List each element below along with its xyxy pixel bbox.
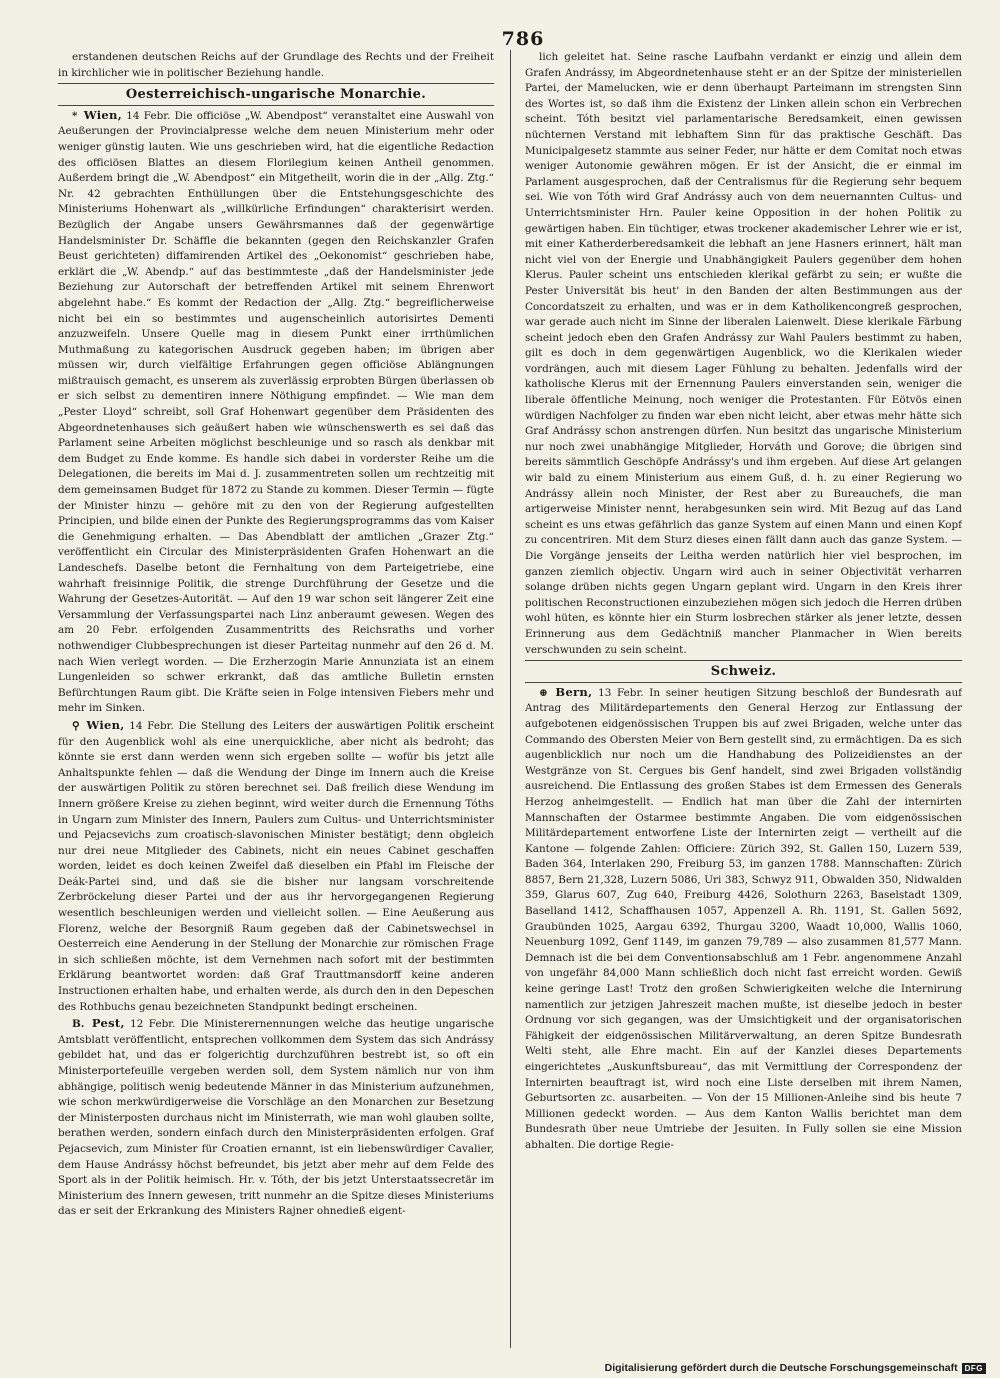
- article-pest-continuation: lich geleitet hat. Seine rasche Laufbahn verdankt er einzig und allein dem Grafen Andrássy, im Abgeordnetenhause steht er an der Spitze der ministeriellen Partei, der Mamelucken, wie er denn überhaupt Parteimann im strengsten Sinn des Wortes ist, so daß ihm die Existenz der Linken allein schon ein Verbrechen scheint. Tóth besitzt viel parlamentarische Beredsamkeit, einen gewissen nüchternen Verstand mit lebhaftem Sinn für das praktische Geschäft. Das Municipalgesetz stammte aus seiner Feder, nur hätte er dem Comitat noch etwas weniger Autonomie gewähren mögen. Er ist der Ansicht, die er einmal im Parlament ausgesprochen, daß der Centralismus für die Regierung sehr bequem sei. Wie von Tóth wird Graf Andrássy auch von dem neuernannten Cultus- und Unterrichtsminister Hrn. Pauler keine Opposition in der hohen Politik zu gewärtigen haben. Ein tüchtiger, etwas trockener akademischer Lehrer wie er ist, mit einer Katherderberedsamkeit die lebhaft an jene Hasners erinnert, hält man nicht viel von der Energie und Unabhängigkeit Paulers gegenüber dem hohen Klerus. Pauler scheint uns entschieden klerikal gefärbt zu sein; er wußte die Pester Universität bis heut' in den Banden der alten Bestimmungen aus der Concordatszeit zu erhalten, und was er in dem Katholikencongreß gesprochen, war gerade auch nicht im Sinne der liberalen Laienwelt. Diese klerikale Färbung scheint jedoch eben den Grafen Andrássy zur Wahl Paulers bestimmt zu haben, gilt es doch in dem gegenwärtigen Augenblick, wo die Klerikalen wieder vordrängen, auch mit diesem Lager Fühlung zu behalten. Jedenfalls wird der katholische Klerus mit der Ernennung Paulers einverstanden sein, weniger die liberale öffentliche Meinung, noch weniger die Protestanten. Für Eötvös einen würdigen Nachfolger zu finden war eben nicht leicht, aber etwas mehr hätte sich Graf Andrássy schon anstrengen dürfen. Nun besitzt das ungarische Ministerium nur noch zwei unabhängige Mitglieder, Horváth und Gorove; die übrigen sind bereits sämmtlich Geschöpfe Andrássy's und ihm ergeben. Auf diese Art gelangen wir bald zu einem Ministerium aus einem Guß, d. h. zu einer Regierung wo Andrássy allein noch Minister, der Rest aber zu Bureauchefs, die man artigerweise Minister nennt, herabgesunken sein wird. Mit Bezug auf das Land scheint es uns etwas gefährlich das ganze System auf einen Mann und einen Kopf zu concentriren. Mit dem Sturz dieses einen fällt dann auch das ganze System. — Die Vorgänge jenseits der Leitha werden natürlich hier viel besprochen, im ganzen ziemlich objectiv. Ungarn wird auch in seiner Objectivität verharren solange drüben nichts gegen Ungarn geplant wird. Ungarn in den Kreis ihrer politischen Reconstructionen einzubeziehen mögen sich jedoch die Herren drüben wohl hüten, es könnte hier ein Sturm losbrechen stärker als jener letzte, dessen Erinnerung aus dem Gedächtniß mancher Planmacher in Wien bereits verschwunden zu sein scheint.: [525, 51, 962, 656]
- correspondent-sign: ⊕: [539, 686, 548, 699]
- section-divider: [58, 105, 494, 106]
- correspondent-sign: B.: [72, 1018, 85, 1031]
- intro-continuation: erstandenen deutschen Reichs auf der Grundlage des Rechts und der Freiheit in kirchlicher wie in politischer Beziehung handle.: [58, 51, 494, 79]
- article-wien-2: [58, 718, 494, 1015]
- correspondent-sign: *: [72, 109, 78, 122]
- article-dateline: Bern,: [555, 684, 593, 699]
- article-date: 14 Febr.: [129, 719, 174, 732]
- correspondent-sign: ⚲: [72, 719, 80, 732]
- section-divider: [58, 83, 494, 84]
- article-bern: [525, 685, 962, 1154]
- dfg-logo: DFG: [962, 1363, 986, 1374]
- section-heading-austria-hungary: Oesterreichisch-ungarische Monarchie.: [125, 87, 427, 103]
- article-date: 14 Febr.: [126, 109, 171, 122]
- section-heading-switzerland: Schweiz.: [710, 664, 777, 680]
- article-dateline: Wien,: [86, 717, 125, 732]
- footer-credit-text: Digitalisierung gefördert durch die Deutsche Forschungsgemeinschaft: [604, 1362, 958, 1374]
- article-date: 12 Febr.: [130, 1018, 176, 1031]
- digitization-footer: [605, 1362, 986, 1374]
- article-text: Die Ministerernennungen welche das heutige ungarische Amtsblatt veröffentlicht, entsprechen vollkommen dem System das sich Andrássy gebildet hat, und das er folgerichtig durchzuführen bestrebt ist, so oft ein Ministerportefeuille vergeben werden soll, dem System nämlich nur von ihm abhängige, politisch wenig bedeutende Männer in das Ministerium aufzunehmen, wie schon merkwürdigerweise die Vorschläge an den Monarchen zur Besetzung der Ministerposten durchaus nicht im Ministerrath, wie man wohl glauben sollte, berathen werden, sondern einfach durch den Ministerpräsidenten erfolgen. Graf Pejacsevich, zum Minister für Croatien ernannt, ist ein liebenswürdiger Cavalier, dem Hause Andrássy höchst befreundet, bis jetzt aber mehr auf dem Felde des Sport als in der Politik heimisch. Hr. v. Tóth, der bis jetzt Unterstaatssecretär im Ministerium des Innern gewesen, tritt nunmehr an die Spitze dieses Ministeriums das er seit der Erkrankung des Ministers Rajner ohnedieß eigent-: [58, 1018, 494, 1218]
- article-wien-1: [58, 108, 494, 717]
- article-text: In seiner heutigen Sitzung beschloß der Bundesrath auf Antrag des Militärdepartements den General Herzog zur Entlassung der aufgebotenen eidgenössischen Truppen bis auf zwei Brigaden, welche unter das Commando des Obersten Meier von Bern gestellt sind, zu ermächtigen. Da es sich augenblicklich nur noch um die Handhabung des Polizeidienstes an der Westgränze von St. Cergues bis Genf handelt, sind zwei Brigaden vollständig ausreichend. Die Entlassung des großen Stabes ist dem Ermessen des Generals Herzog anheimgestellt. — Endlich hat man über die Zahl der internirten Mannschaften der Ostarmee bestimmte Angaben. Die vom eidgenössischen Militärdepartement entworfene Liste der Internirten zeigt — vertheilt auf die Kantone — folgende Zahlen: Officiere: Zürich 392, St. Gallen 150, Luzern 539, Baden 364, Interlaken 290, Freiburg 53, im ganzen 1788. Mannschaften: Zürich 8857, Bern 21,328, Luzern 5086, Uri 383, Schwyz 911, Obwalden 350, Nidwalden 359, Glarus 607, Zug 640, Freiburg 4426, Solothurn 2263, Baselstadt 1309, Baselland 1412, Schaffhausen 1057, Appenzell A. Rh. 1191, St. Gallen 5692, Graubünden 1025, Aargau 6392, Thurgau 3200, Waadt 10,000, Wallis 1060, Neuenburg 1092, Genf 1149, im ganzen 79,789 — also zusammen 81,577 Mann. Demnach ist die bei dem Conventionsabschluß am 1 Febr. angenommene Anzahl von ungefähr 84,000 Mann schließlich doch nicht fast erreicht worden. Gewiß keine geringe Last! Trotz den großen Schwierigkeiten welche die Internirung namentlich zur jetzigen Jahreszeit machen mußte, ist dieselbe jedoch in bester Ordnung vor sich gegangen, was der Umsichtigkeit und der organisatorischen Fähigkeit der eidgenössischen Militärverwaltung, an deren Spitze Bundesrath Welti steht, alle Ehre macht. Ein auf der Kanzlei dieses Departements eingerichtetes „Auskunftsbureau“, das mit Vermittlung der Correspondenz der Internirten beauftragt ist, wird noch eine Liste derselben mit ihrem Namen, Geburtsorten zc. ausarbeiten. — Von der 15 Millionen-Anleihe sind bis heute 7 Millionen gedeckt worden. — Aus dem Kanton Wallis berichtet man dem Bundesrath über neue Umtriebe der Jesuiten. In Fully sollen sie eine Mission abhalten. Die dortige Regie-: [525, 686, 962, 1151]
- right-column: [525, 50, 962, 1348]
- left-column: [58, 50, 494, 1348]
- column-divider: [510, 50, 511, 1348]
- page-number: 786: [501, 28, 545, 50]
- article-date: 13 Febr.: [598, 686, 644, 699]
- article-text: Die officiöse „W. Abendpost“ veranstaltet eine Auswahl von Aeußerungen der Provincialpresse welche dem neuen Ministerium mehr oder weniger günstig lauten. Wie uns geschrieben wird, hat die eigentliche Redaction des officiösen Blattes an diesem Florilegium keinen Antheil genommen. Außerdem bringt die „W. Abendpost“ ein Mitgetheilt, worin die in der „Allg. Ztg.“ Nr. 42 gebrachten Enthüllungen über die Entstehungsgeschichte des Ministeriums Hohenwart als „willkürliche Erfindungen“ charakterisirt werden. Bezüglich der Angabe unsers Gewährsmannes daß der gegenwärtige Handelsminister Dr. Schäffle die bekannten (gegen den Reichskanzler Grafen Beust gerichteten) diffamirenden Artikel des „Oekonomist“ geschrieben habe, erklärt die „W. Abendp.“ auf das bestimmteste „daß der Handelsminister jede Beziehung zur Autorschaft der betreffenden Artikel mit seinem Ehrenwort abgelehnt habe.“ Es kommt der Redaction der „Allg. Ztg.“ begreiflicherweise nicht bei ein so bestimmtes und augenscheinlich autorisirtes Dementi anzuzweifeln. Unsere Quelle mag in diesem Punkt einer irrthümlichen Muthmaßung zu kategorischen Ausdruck gegeben haben; im übrigen aber müssen wir, durch vielfältige Erfahrungen gegen officiöse Ablängnungen mißtrauisch gemacht, es unserem als zuverlässig erprobten Bürgen überlassen ob er sich selbst zu dementiren innere Nöthigung empfindet. — Wie man dem „Pester Lloyd“ schreibt, soll Graf Hohenwart gegenüber dem Präsidenten des Abgeordnetenhauses sich geäußert haben wie wünschenswerth es sei daß das Parlament seine Arbeiten möglichst beschleunige und so rasch als denkbar mit dem Budget zu Ende komme. Es handle sich dabei in vorderster Reihe um die Delegationen, die bereits im Mai d. J. zusammentreten sollen um rechtzeitig mit dem gemeinsamen Budget für 1872 zu Stande zu kommen. Dieser Termin — fügte der Minister hinzu — gehöre mit zu den von der Regierung aufgestellten Principien, und bilde einen der Punkte des Regierungsprogramms das vom Kaiser die Genehmigung erhalten. — Das Abendblatt der amtlichen „Grazer Ztg.“ veröffentlicht ein Circular des Ministerpräsidenten Grafen Hohenwart an die Landeschefs. Daselbe betont die Fernhaltung von dem Parteigetriebe, eine wahrhaft freisinnige Politik, die strenge Durchführung der Gesetze und die Wahrung der Gesetzes-Autorität. — Auf den 19 war schon seit längerer Zeit eine Versammlung der Verfassungspartei nach Linz anberaumt gewesen. Wegen des am 20 Febr. erfolgenden Zusammentritts des Reichsraths und vorher nothwendiger Clubbesprechungen ist dieser Parteitag nunmehr auf den 26 d. M. nach Wien verlegt worden. — Die Erzherzogin Marie Annunziata ist an einem Lungenleiden so schwer erkrankt, daß das amtliche Bulletin ernsten Befürchtungen Raum gibt. Die Kräfte seien in Folge intensiven Fiebers mehr und mehr im Sinken.: [58, 109, 494, 715]
- article-dateline: Wien,: [83, 107, 122, 122]
- article-dateline: Pest,: [91, 1016, 125, 1031]
- section-divider: [525, 682, 962, 683]
- article-text: Die Stellung des Leiters der auswärtigen Politik erscheint für den Augenblick wohl als eine unerquickliche, aber nicht als bedroht; das könnte sie erst dann werden wenn sich ergeben sollte — wofür bis jetzt alle Anhaltspunkte fehlen — daß die Wendung der Dinge im Innern auch die Kreise der auswärtigen Politik zu stören berechnet sei. Daß freilich diese Wendung im Innern größere Kreise zu ziehen beginnt, wird weiter durch die Ernennung Tóths in Ungarn zum Minister des Innern, Paulers zum Cultus- und Unterrichtsminister und Pejacsevichs zum croatisch-slavonischen Minister bestätigt; denn obgleich nur drei neue Mitglieder des Cabinets, nicht ein neues Cabinet geschaffen worden, leidet es doch keinen Zweifel daß dieselben ein Pfahl im Fleische der Deák-Partei sind, und daß sie die bisher nur langsam vorschreitende Zerbröckelung dieser Partei und der aus ihr hervorgegangenen Regierung wesentlich beschleunigen werden und vielleicht sollen. — Eine Aeußerung aus Florenz, welche der Besorgniß Raum gegeben daß der Cabinetswechsel in Oesterreich eine Aenderung in der Stellung der Monarchie zur römischen Frage in sich schließen möchte, ist dem Vernehmen nach sofort mit der bestimmten Erklärung beantwortet worden: daß Graf Trauttmansdorff keine anderen Instructionen erhalten habe, und erhalten werde, als durch den in den Depeschen des Rothbuchs genau bezeichneten Standpunkt bedingt erscheinen.: [58, 719, 494, 1013]
- section-divider: [525, 660, 962, 661]
- article-pest: [58, 1016, 494, 1220]
